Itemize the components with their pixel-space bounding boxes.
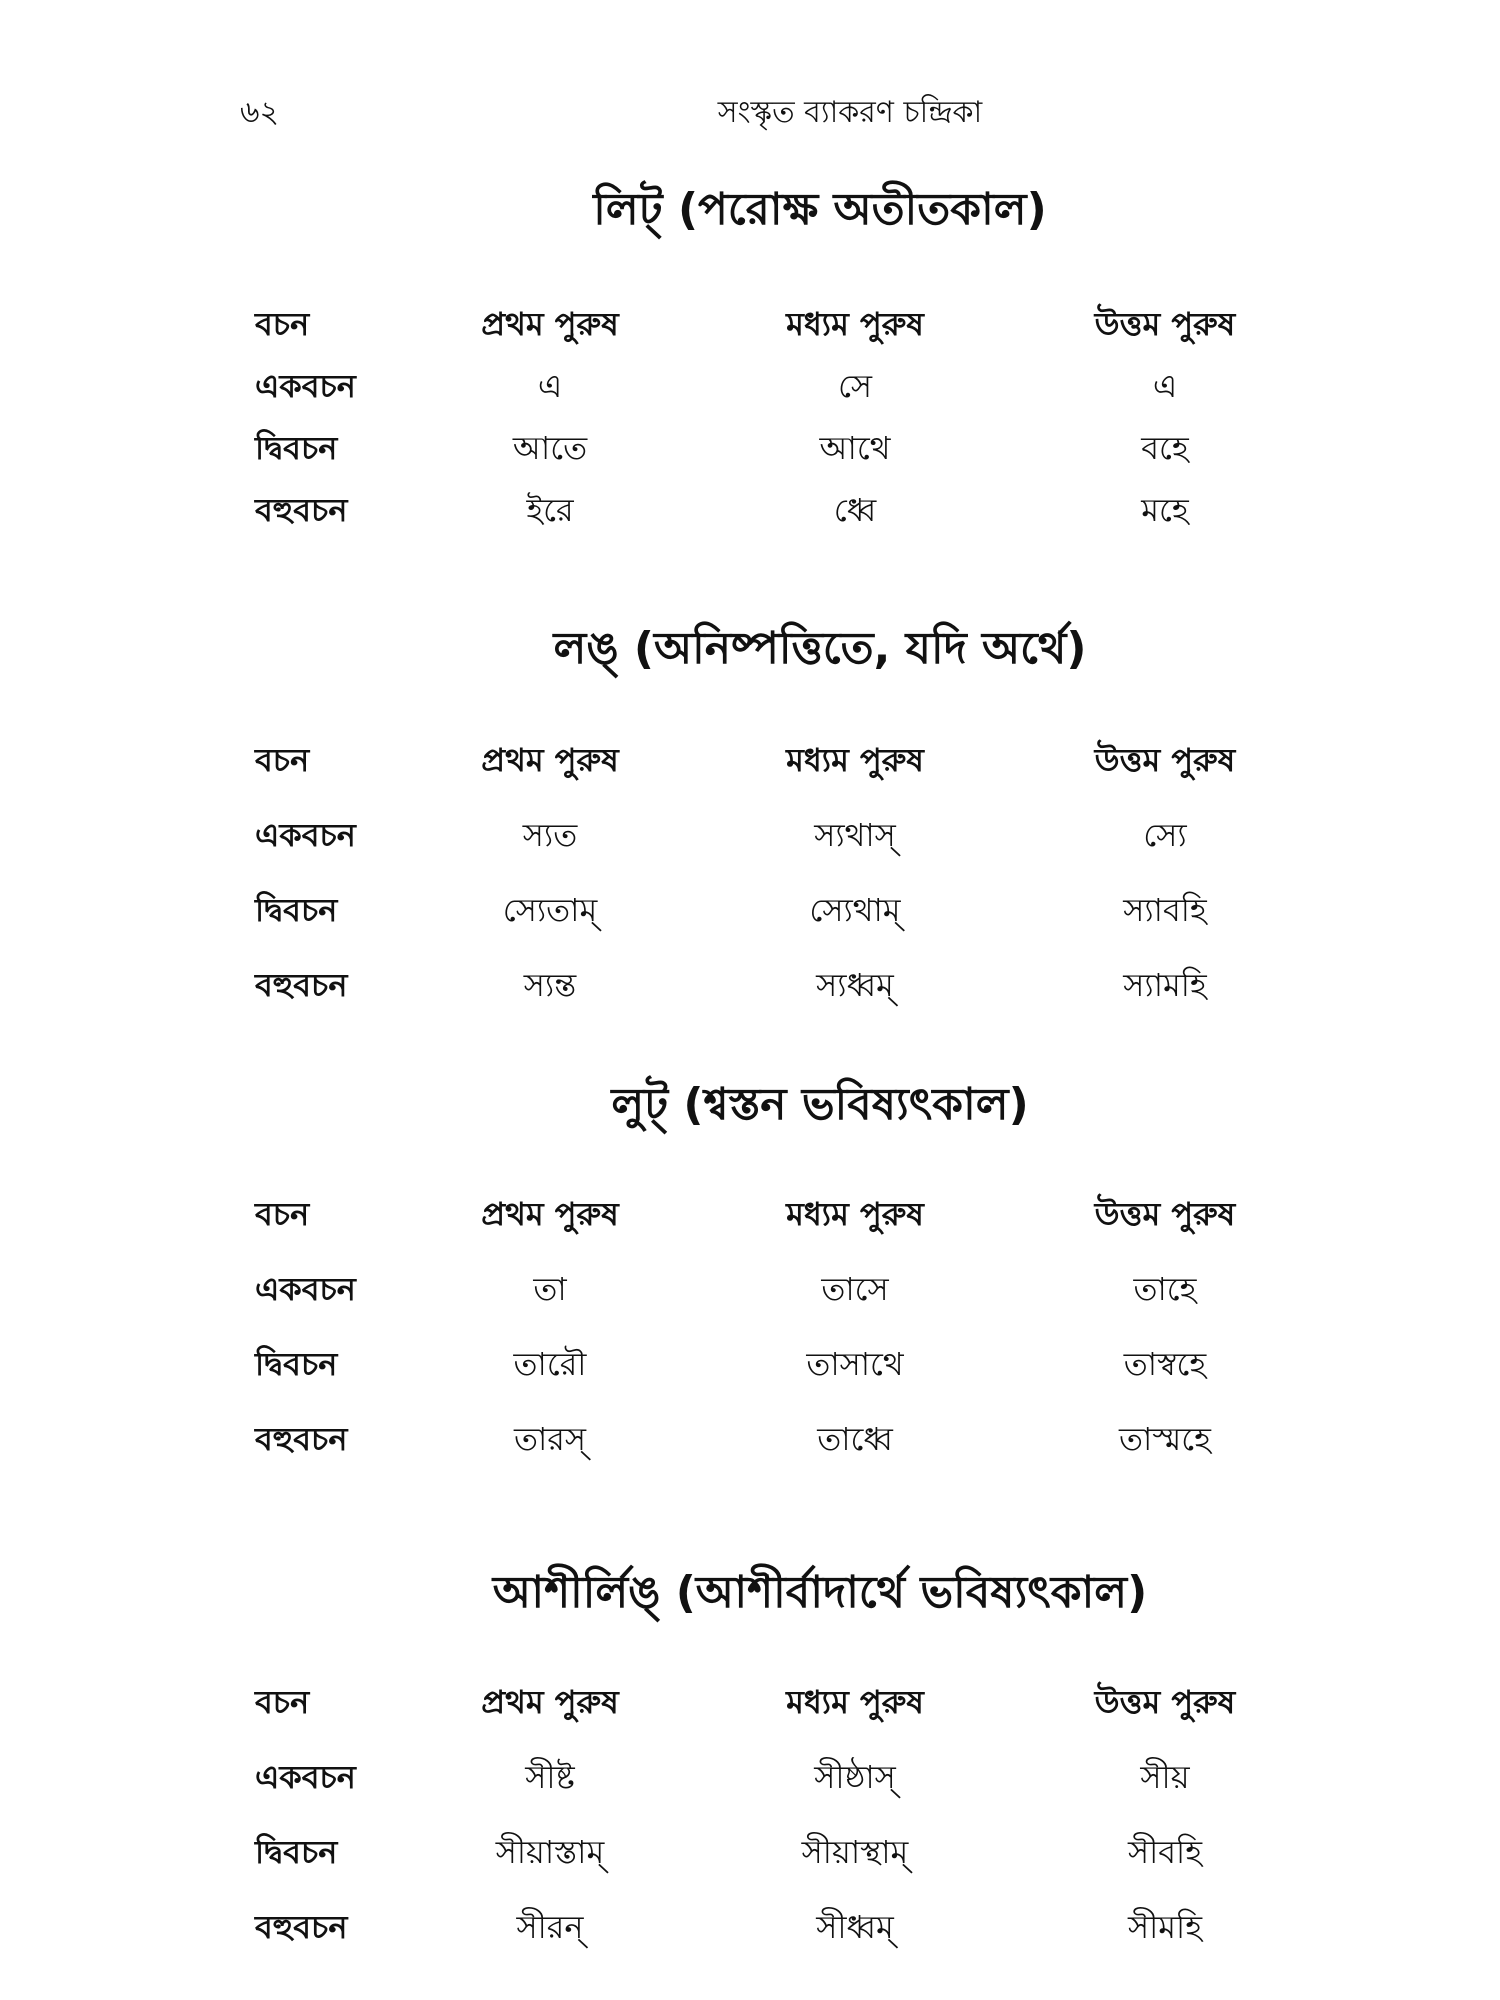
table-row xyxy=(255,481,1315,543)
header-cell-first-person: প্রথম পুরুষ xyxy=(481,740,619,779)
header-cell-second-person: মধ্যম পুরুষ xyxy=(786,740,924,779)
table-cell: আথে xyxy=(819,429,891,467)
table-row xyxy=(255,1741,1315,1816)
table-cell: মহে xyxy=(1141,491,1189,529)
header-cell-second-person: মধ্যম পুরুষ xyxy=(786,1682,924,1721)
table-row xyxy=(255,949,1315,1024)
table-cell: ইরে xyxy=(526,491,574,529)
conjugation-table xyxy=(255,1666,1315,1966)
row-label: একবচন xyxy=(255,367,356,405)
table-row xyxy=(255,1891,1315,1966)
row-label: একবচন xyxy=(255,815,356,854)
table-cell: সীরন্ xyxy=(516,1907,584,1946)
header-cell-third-person: উত্তম পুরুষ xyxy=(1094,1194,1236,1233)
table-cell: তারস্ xyxy=(513,1419,587,1458)
table-cell: স্যত xyxy=(522,815,578,854)
table-cell: তাস্বহে xyxy=(1123,1344,1207,1383)
row-label: একবচন xyxy=(255,1757,356,1796)
table-cell: ধ্বে xyxy=(833,491,877,529)
table-cell: তাসে xyxy=(821,1269,889,1308)
header-cell-second-person: মধ্যম পুরুষ xyxy=(786,1194,924,1233)
table-cell: এ xyxy=(537,367,563,405)
page-header xyxy=(0,88,1500,148)
page-number: ৬২ xyxy=(240,95,280,130)
table-cell: তাস্মহে xyxy=(1119,1419,1211,1458)
table-cell: এ xyxy=(1152,367,1178,405)
section-title: লিট্ (পরোক্ষ অতীতকাল) xyxy=(593,184,1047,235)
header-cell-number: বচন xyxy=(255,1194,310,1233)
table-cell: সীষ্ট xyxy=(525,1757,575,1796)
table-cell: তাহে xyxy=(1133,1269,1197,1308)
conjugation-table xyxy=(255,724,1315,1024)
header-cell-first-person: প্রথম পুরুষ xyxy=(481,305,619,343)
row-label: বহুবচন xyxy=(255,491,348,529)
table-cell: তা xyxy=(533,1269,567,1308)
section-lit xyxy=(0,175,1500,529)
table-cell: তাধ্বে xyxy=(817,1419,893,1458)
table-cell: স্যেথাম্ xyxy=(809,890,901,929)
table-cell: তারৌ xyxy=(513,1344,587,1383)
header-cell-number: বচন xyxy=(255,740,310,779)
header-cell-first-person: প্রথম পুরুষ xyxy=(481,1682,619,1721)
row-label: দ্বিবচন xyxy=(255,1832,338,1871)
table-cell: সে xyxy=(837,367,873,405)
row-label: দ্বিবচন xyxy=(255,429,338,467)
table-cell: স্যে xyxy=(1143,815,1187,854)
conjugation-table xyxy=(255,1178,1315,1478)
header-cell-number: বচন xyxy=(255,305,310,343)
table-cell: সীধ্বম্ xyxy=(816,1907,894,1946)
row-label: দ্বিবচন xyxy=(255,890,338,929)
table-cell: সীয়াস্তাম্ xyxy=(495,1832,605,1871)
table-cell: সীমহি xyxy=(1127,1907,1203,1946)
section-ashirling xyxy=(0,1558,1500,1946)
row-label: বহুবচন xyxy=(255,1419,348,1458)
section-title: লুট্ (শ্বস্তন ভবিষ্যৎকাল) xyxy=(611,1079,1029,1130)
table-row xyxy=(255,1403,1315,1478)
row-label: বহুবচন xyxy=(255,1907,348,1946)
table-cell: সীষ্ঠাস্ xyxy=(814,1757,896,1796)
table-header-row xyxy=(255,724,1315,799)
header-cell-first-person: প্রথম পুরুষ xyxy=(481,1194,619,1233)
table-row xyxy=(255,419,1315,481)
table-cell: সীয়াস্থাম্ xyxy=(801,1832,909,1871)
table-cell: সীয় xyxy=(1140,1757,1190,1796)
header-cell-second-person: মধ্যম পুরুষ xyxy=(786,305,924,343)
table-header-row xyxy=(255,1178,1315,1253)
row-label: দ্বিবচন xyxy=(255,1344,338,1383)
header-cell-third-person: উত্তম পুরুষ xyxy=(1094,1682,1236,1721)
header-cell-number: বচন xyxy=(255,1682,310,1721)
table-row xyxy=(255,357,1315,419)
table-header-row xyxy=(255,1666,1315,1741)
table-cell: স্যামহি xyxy=(1123,965,1207,1004)
section-title: আশীর্লিঙ্ (আশীর্বাদার্থে ভবিষ্যৎকাল) xyxy=(492,1567,1148,1618)
table-row xyxy=(255,1816,1315,1891)
table-cell: তাসাথে xyxy=(806,1344,904,1383)
table-cell: স্যাবহি xyxy=(1123,890,1207,929)
table-row xyxy=(255,1253,1315,1328)
table-row xyxy=(255,1328,1315,1403)
table-header-row xyxy=(255,295,1315,357)
section-lang xyxy=(0,614,1500,1004)
row-label: একবচন xyxy=(255,1269,356,1308)
header-cell-third-person: উত্তম পুরুষ xyxy=(1094,740,1236,779)
table-cell: স্যেতাম্ xyxy=(502,890,598,929)
table-cell: স্যথাস্ xyxy=(814,815,896,854)
conjugation-table xyxy=(255,295,1315,543)
table-row xyxy=(255,799,1315,874)
table-cell: স্যন্ত xyxy=(523,965,577,1004)
table-row xyxy=(255,874,1315,949)
table-cell: স্যধ্বম্ xyxy=(816,965,894,1004)
header-cell-third-person: উত্তম পুরুষ xyxy=(1094,305,1236,343)
table-cell: সীবহি xyxy=(1127,1832,1203,1871)
row-label: বহুবচন xyxy=(255,965,348,1004)
section-title: লঙ্ (অনিষ্পত্তিতে, যদি অর্থে) xyxy=(553,623,1087,674)
running-title: সংস্কৃত ব্যাকরণ চন্দ্রিকা xyxy=(717,95,983,130)
table-cell: বহে xyxy=(1141,429,1189,467)
section-lut xyxy=(0,1070,1500,1458)
table-cell: আতে xyxy=(512,429,588,467)
